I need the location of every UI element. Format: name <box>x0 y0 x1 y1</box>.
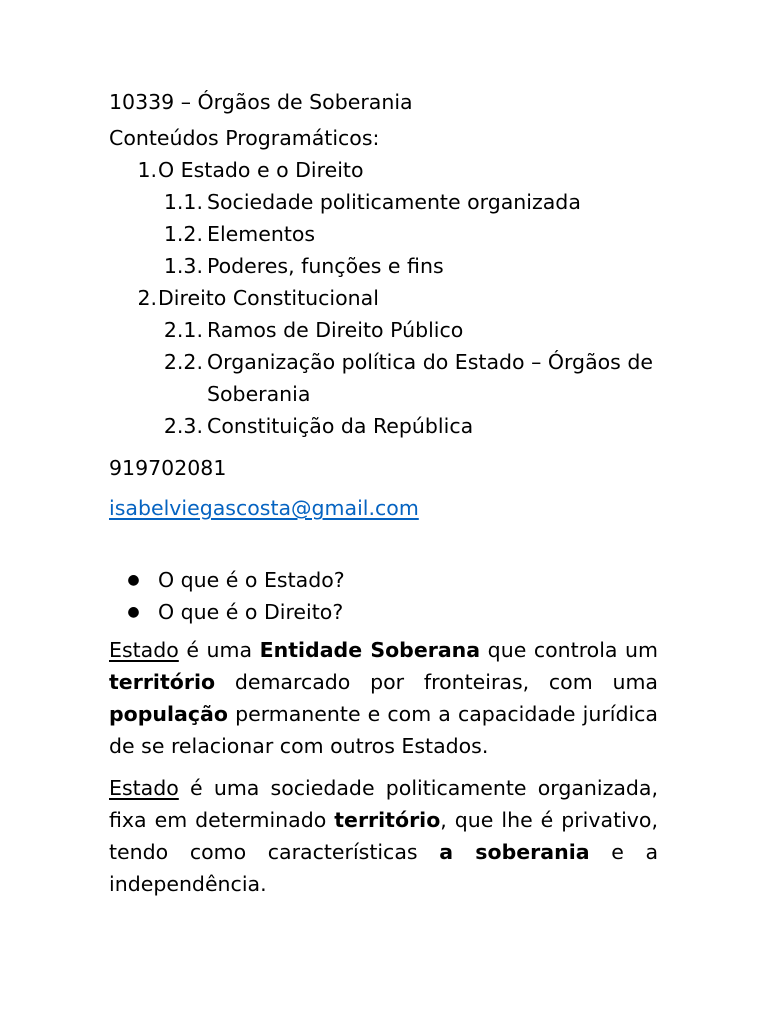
email-link[interactable]: isabelviegascosta@gmail.com <box>109 496 419 520</box>
bold-term: território <box>109 670 216 694</box>
outline-label-continuation: Soberania <box>207 382 311 406</box>
outline-list <box>109 154 658 442</box>
outline-number: 1. <box>137 158 157 182</box>
outline-label: Constituição da República <box>207 414 474 438</box>
list-item <box>109 596 658 628</box>
outline-number: 2.2. <box>163 350 203 374</box>
outline-label: Poderes, funções e fins <box>207 254 444 278</box>
outline-label: Organização política do Estado – Órgãos de <box>207 350 653 374</box>
bold-term: território <box>334 808 441 832</box>
outline-label: O Estado e o Direito <box>158 158 364 182</box>
outline-subitem <box>109 410 658 442</box>
outline-label: Sociedade politicamente organizada <box>207 190 581 214</box>
paragraph-definition-2 <box>109 772 658 900</box>
outline-number: 2.1. <box>163 318 203 342</box>
email-line <box>109 492 658 524</box>
bullet-icon: ● <box>127 572 140 588</box>
outline-subitem <box>109 218 658 250</box>
outline-item-1 <box>109 154 658 186</box>
paragraph-text: demarcado por fronteiras, com uma <box>215 670 658 694</box>
document-page <box>109 86 658 900</box>
paragraph-text: , que lhe é privativo, tendo como características <box>109 808 658 864</box>
outline-number: 2.3. <box>163 414 203 438</box>
question-list <box>109 564 658 628</box>
paragraph-text: e a independência. <box>109 840 659 896</box>
paragraph-text: é uma sociedade politicamente organizada, fixa em determinado <box>109 776 658 832</box>
list-item <box>109 564 658 596</box>
outline-label: Ramos de Direito Público <box>207 318 464 342</box>
course-title: 10339 – Órgãos de Soberania <box>109 90 413 114</box>
outline-subitem <box>109 314 658 346</box>
outline-subitem-continuation <box>109 378 658 410</box>
question-text: O que é o Direito? <box>158 600 344 624</box>
outline-number: 1.2. <box>163 222 203 246</box>
bold-term: população <box>109 702 228 726</box>
bold-term: a soberania <box>439 840 590 864</box>
paragraph-definition-1 <box>109 634 658 762</box>
paragraph-text: permanente e com a capacidade jurídica de se relacionar com outros Estados. <box>109 702 658 758</box>
outline-number: 1.1. <box>163 190 203 214</box>
outline-label: Direito Constitucional <box>158 286 379 310</box>
underlined-term: Estado <box>109 776 179 800</box>
outline-subitem <box>109 346 658 378</box>
paragraph-text: que controla um <box>480 638 659 662</box>
outline-number: 2. <box>137 286 157 310</box>
paragraph-text: é uma <box>178 638 260 662</box>
outline-item-2 <box>109 282 658 314</box>
bullet-icon: ● <box>127 604 140 620</box>
outline-subitem <box>109 250 658 282</box>
outline-subitem <box>109 186 658 218</box>
outline-label: Elementos <box>207 222 316 246</box>
outline-number: 1.3. <box>163 254 203 278</box>
question-text: O que é o Estado? <box>158 568 345 592</box>
section-heading: Conteúdos Programáticos: <box>109 126 380 150</box>
phone-number: 919702081 <box>109 456 227 480</box>
bold-term: Entidade Soberana <box>259 638 481 662</box>
underlined-term: Estado <box>109 638 179 662</box>
